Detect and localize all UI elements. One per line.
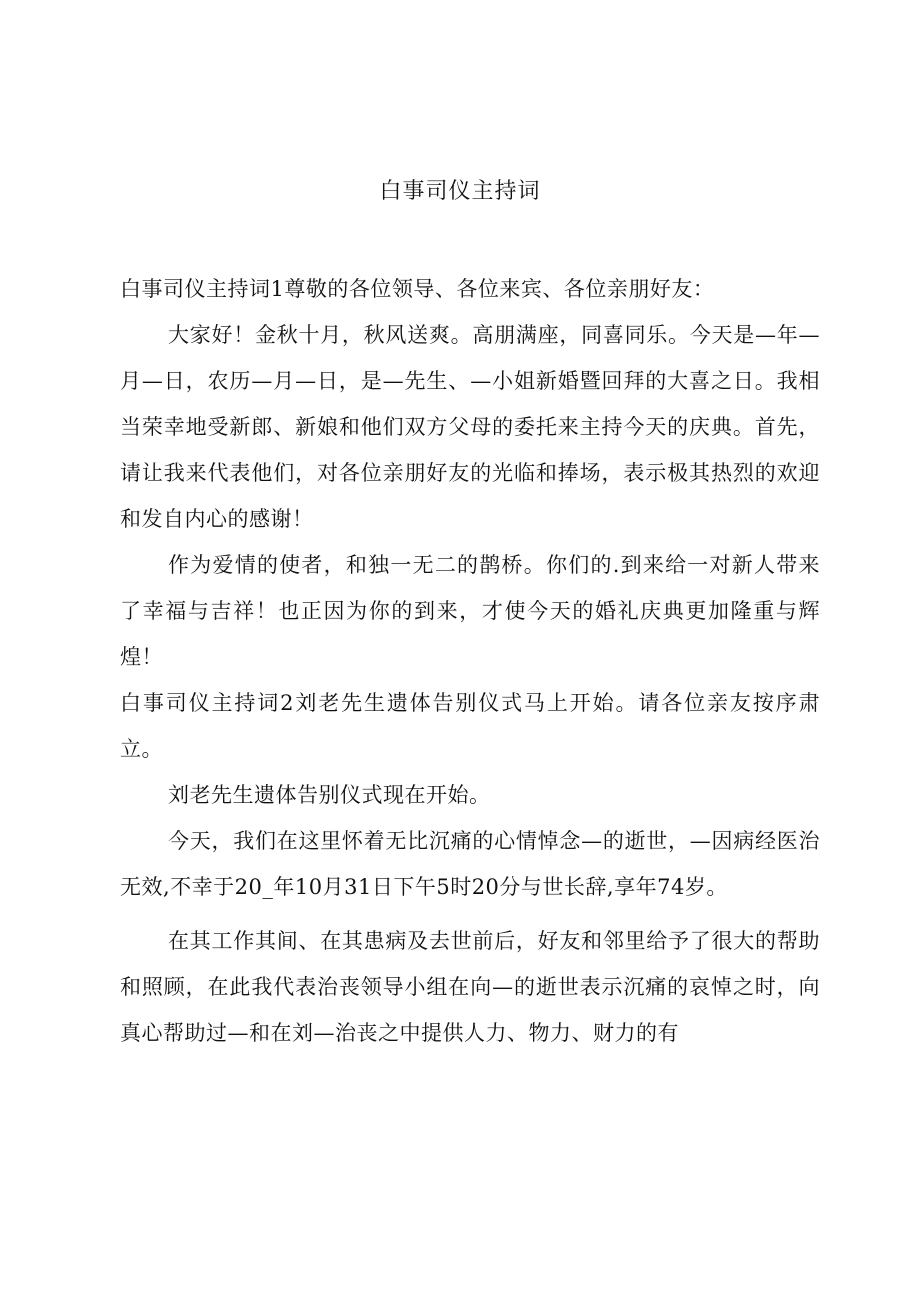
document-title: 白事司仪主持词 <box>379 179 541 204</box>
paragraph-mourning: 今天，我们在这里怀着无比沉痛的心情悼念—的逝世，—因病经医治无效,不幸于20_年10月31日下午5时20分与世长辞,享年74岁。 <box>120 829 820 899</box>
paragraph-heading-1: 白事司仪主持词1尊敬的各位领导、各位来宾、各位亲朋好友： <box>120 277 715 301</box>
paragraph-heading-2: 白事司仪主持词2刘老先生遗体告别仪式马上开始。请各位亲友按序肃立。 <box>120 691 820 761</box>
paragraph-thanks: 在其工作其间、在其患病及去世前后，好友和邻里给予了很大的帮助和照顾，在此我代表治丧领导小组在向—的逝世表示沉痛的哀悼之时，向真心帮助过—和在刘—治丧之中提供人力、物力、财力的有 <box>120 929 820 1045</box>
document-body <box>120 266 820 1056</box>
paragraph-greeting: 大家好！金秋十月，秋风送爽。高朋满座，同喜同乐。今天是—年—月—日，农历—月—日，是—先生、—小姐新婚暨回拜的大喜之日。我相当荣幸地受新郎、新娘和他们双方父母的委托来主持今天的庆典。首先，请让我来代表他们，对各位亲朋好友的光临和捧场，表示极其热烈的欢迎和发自内心的感谢！ <box>120 323 820 531</box>
paragraph-ceremony-start: 刘老先生遗体告别仪式现在开始。 <box>168 783 491 807</box>
paragraph-envoy: 作为爱情的使者，和独一无二的鹊桥。你们的.到来给一对新人带来了幸福与吉祥！也正因为你的到来，才使今天的婚礼庆典更加隆重与辉煌！ <box>120 553 820 669</box>
